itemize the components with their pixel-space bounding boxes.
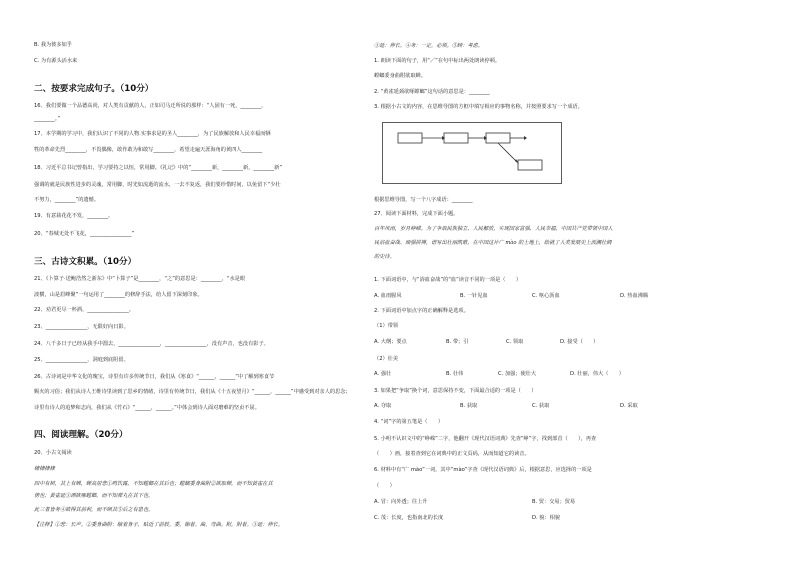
passage-line-3: 的史诗。: [374, 254, 395, 260]
diagram-frame: [383, 123, 562, 184]
q3-option-d: D. 采取: [620, 403, 638, 409]
q17-line-2: 牲的革命先烈________，不畏偶像，敢作敢为和敢写________，希望走遍天涯海角的黄四人________: [34, 147, 263, 153]
q1-option-a: A. 血雨腥风: [374, 293, 402, 299]
section-4-title: 四、阅读理解。（20分）: [34, 430, 128, 440]
q2a-option-b: B. 带；引: [446, 339, 469, 345]
mind-map-diagram: [382, 122, 562, 184]
diagram-box-3: [486, 133, 510, 143]
reading-q1: 1. 朗读下面的句子，用“／”在句中标出两处朗读停顿。: [374, 58, 501, 64]
section-2-title: 二、按要求完成句子。（10分）: [34, 84, 154, 94]
q26-line-1: 26、古诗词是中华文化的瑰宝，诗里有许多传统节日，我们从《寒食》“______，______”中了解到寒食节: [34, 374, 275, 380]
q26-line-3: 诗里有诗人的追梦和志向，我们从《竹石》“______，______。”中体会到诗人面对磨难的坚贞不屈。: [34, 405, 260, 411]
mc-q4: 4. “词”字的第五笔是（ ）: [374, 419, 444, 425]
q2b-option-c: C. 加强；使壮大: [498, 371, 537, 377]
classical-line-2: 傍也；黄雀延③颈欲啄螳螂，而不知弹丸在其下也。: [34, 493, 154, 499]
reading-q2: 2. “黄雀延颈欲啄螳螂”这句话的意思是：________: [374, 89, 490, 95]
q1-option-b: B. 一针见血: [460, 293, 488, 299]
q16-line-1: 16、我们要做一个品德高尚，对人类有贡献的人，正如司马迁所说的那样：“人固有一死，________，: [34, 103, 267, 109]
reading-q1-sentence: 螳螂委身曲附欲取蝉。: [374, 73, 426, 79]
mc-q6-cont: （ ）: [374, 483, 395, 489]
option-b-line: B. 我为彼多如乎: [34, 42, 72, 48]
q26-line-2: 赐火的习俗；我们从诗人王维诗里读到了思乡的情绪，诗里有传统节日，我们从《十五夜望月》“______，______”中感受到对亲人的思念；: [34, 389, 351, 395]
q21-line-2: 波横，山是眉峰聚”一句运用了________的修辞手法，给人留下深刻印象。: [34, 292, 203, 298]
mc-q2-part2: （2）壮美: [374, 356, 399, 362]
q2b-option-a: A. 强壮: [374, 371, 392, 377]
classical-line-3: 此三者皆务④欲得其前利，而不顾其⑤后之有患也。: [34, 507, 154, 513]
q25-line: 25、________________，洞庭到底阻留。: [34, 357, 129, 363]
passage-line-2: 民浴血奋战、顽强拼搏，谱写出壮丽凯歌，在中国这片广 mào 的土地上，绘就了人类发展史上波澜壮阔: [374, 240, 612, 246]
q17-line-1: 17、本学期的学习中，我们认识了不同的人物.实事求是的圣人________，为了民族解放和人民幸福而牺: [34, 131, 271, 137]
q18-line-3: 不努力，________”的遗憾。: [34, 197, 99, 203]
diagram-arrow-4: [498, 143, 517, 162]
classical-notes: 【注释】①悲：长声。②委身曲附：缩着身子，贴近了前肢。委，缩着。曲，弯曲。附，附着。③延：伸长。: [34, 522, 284, 528]
q2b-option-d: D. 壮丽，伟大（ ）: [570, 371, 624, 377]
mc-q3: 3. 如果把“争取”换个词，意思保持不变，下面最合适的一项是（ ）: [374, 388, 537, 394]
passage-line-1: 百年风雨，岁月峥嵘。为了争取民族独立、人民解放，实现国家富强、人民幸福，中国共产党带领中国人: [374, 226, 613, 232]
q3-option-c: C. 获取: [532, 403, 550, 409]
q21-line-1: 21、《卜算子·送鲍浩然之浙东》中“卜算子”是________，“之”的意思是：________，“水是眼: [34, 276, 246, 282]
section-3-title: 三、古诗文积累。（10分）: [34, 257, 137, 267]
q3-option-a: A. 夺取: [374, 403, 392, 409]
diagram-box-1: [398, 133, 422, 143]
q2a-option-a: A. 大纲；要点: [374, 339, 407, 345]
mc-q5-cont: （ ）画，接着查到它在词典中的正文页码，从而知道它的读音。: [374, 451, 530, 457]
q6-option-d: D. 貌：相貌: [532, 515, 561, 521]
option-c-line: C. 为有源头活水来: [34, 58, 78, 64]
mc-q2-part1: （1）带领: [374, 323, 399, 329]
classical-line-1: 四中有树，其上有蝉，蝉高居悲①鸣饮露，不知螳螂在其后也；螳螂委身曲附②欲取蝉，而不知黄雀在其: [34, 481, 273, 487]
mc-q5: 5. 小明不认识文中的“峥嵘”二字，他翻开《现代汉语词典》先查“峥”字，找到部首（ ），再查: [374, 436, 597, 442]
classical-title: 棣棣棣棣: [34, 466, 55, 472]
idiom-answer-line: 根据思维导图，写一个八字成语：________: [374, 197, 473, 203]
q6-option-b: B. 贸：交易；贸易: [532, 499, 576, 505]
mc-q2: 2. 下面词语中加点字的正确解释是选项。: [374, 308, 469, 314]
q23-line: 23、________________，无限好向日影。: [34, 324, 129, 330]
q20-reading-intro: 20、小古文阅读: [34, 450, 72, 456]
reading-q3: 3. 根据小古文的内容，在思维导图的方框中填写相应的事物名称，并按照要求写一个成语。: [374, 104, 583, 110]
q20-line: 20、“春城无处不飞花，________________”: [34, 231, 135, 237]
mc-q1: 1. 下面词语中，与“浴血奋战”的“血”读音不同的一项是（ ）: [374, 277, 522, 283]
diagram-arrowhead-3: [524, 136, 527, 140]
q6-option-c: C. 茂：长度，也指南北的长度: [374, 515, 444, 521]
q1-option-c: C. 呕心沥血: [532, 293, 560, 299]
diagram-box-4: [518, 160, 542, 170]
mc-q6: 6. 材料中有“广 mào”一词，其中“mào”字查《现代汉语词典》后，根据意思，应选择的一项是: [374, 467, 592, 473]
q2a-option-d: D. 接受（ ）: [560, 339, 599, 345]
q16-line-2: ________。”: [34, 116, 61, 122]
q6-option-a: A. 冒：向外透；往上升: [374, 499, 428, 505]
q3-option-b: B. 获取: [460, 403, 478, 409]
q18-line-1: 18、习近平总书记曾指出，学习要持之以恒，常用脚。《礼记》中的“________新，________新，________新”: [34, 165, 283, 171]
q19-line: 19、有意栽花花不发，________。: [34, 213, 114, 219]
diagram-box-2: [444, 133, 468, 143]
q1-option-d: D. 热血沸腾: [620, 293, 649, 299]
q27-intro: 27、阅读下面材料，完成下面小题。: [374, 211, 459, 217]
q22-line: 22、劝君更尽一杯酒，________________。: [34, 307, 134, 313]
q2b-option-b: B. 壮伟: [446, 371, 464, 377]
q2a-option-c: C. 领取: [506, 339, 524, 345]
notes-continued: ③延：伸长。④务：一定，必须。⑤顾：考虑。: [374, 43, 483, 49]
q24-line: 24、八千多日子已经从我手中溜去，________________，________________，没有声音，也没有影子。: [34, 341, 269, 347]
q18-line-2: 强调的就是民族性进步的灵魂，常用脚，时光如流逝的流水，一去不复返，我们要珍惜时间，以免留下“少壮: [34, 182, 281, 188]
